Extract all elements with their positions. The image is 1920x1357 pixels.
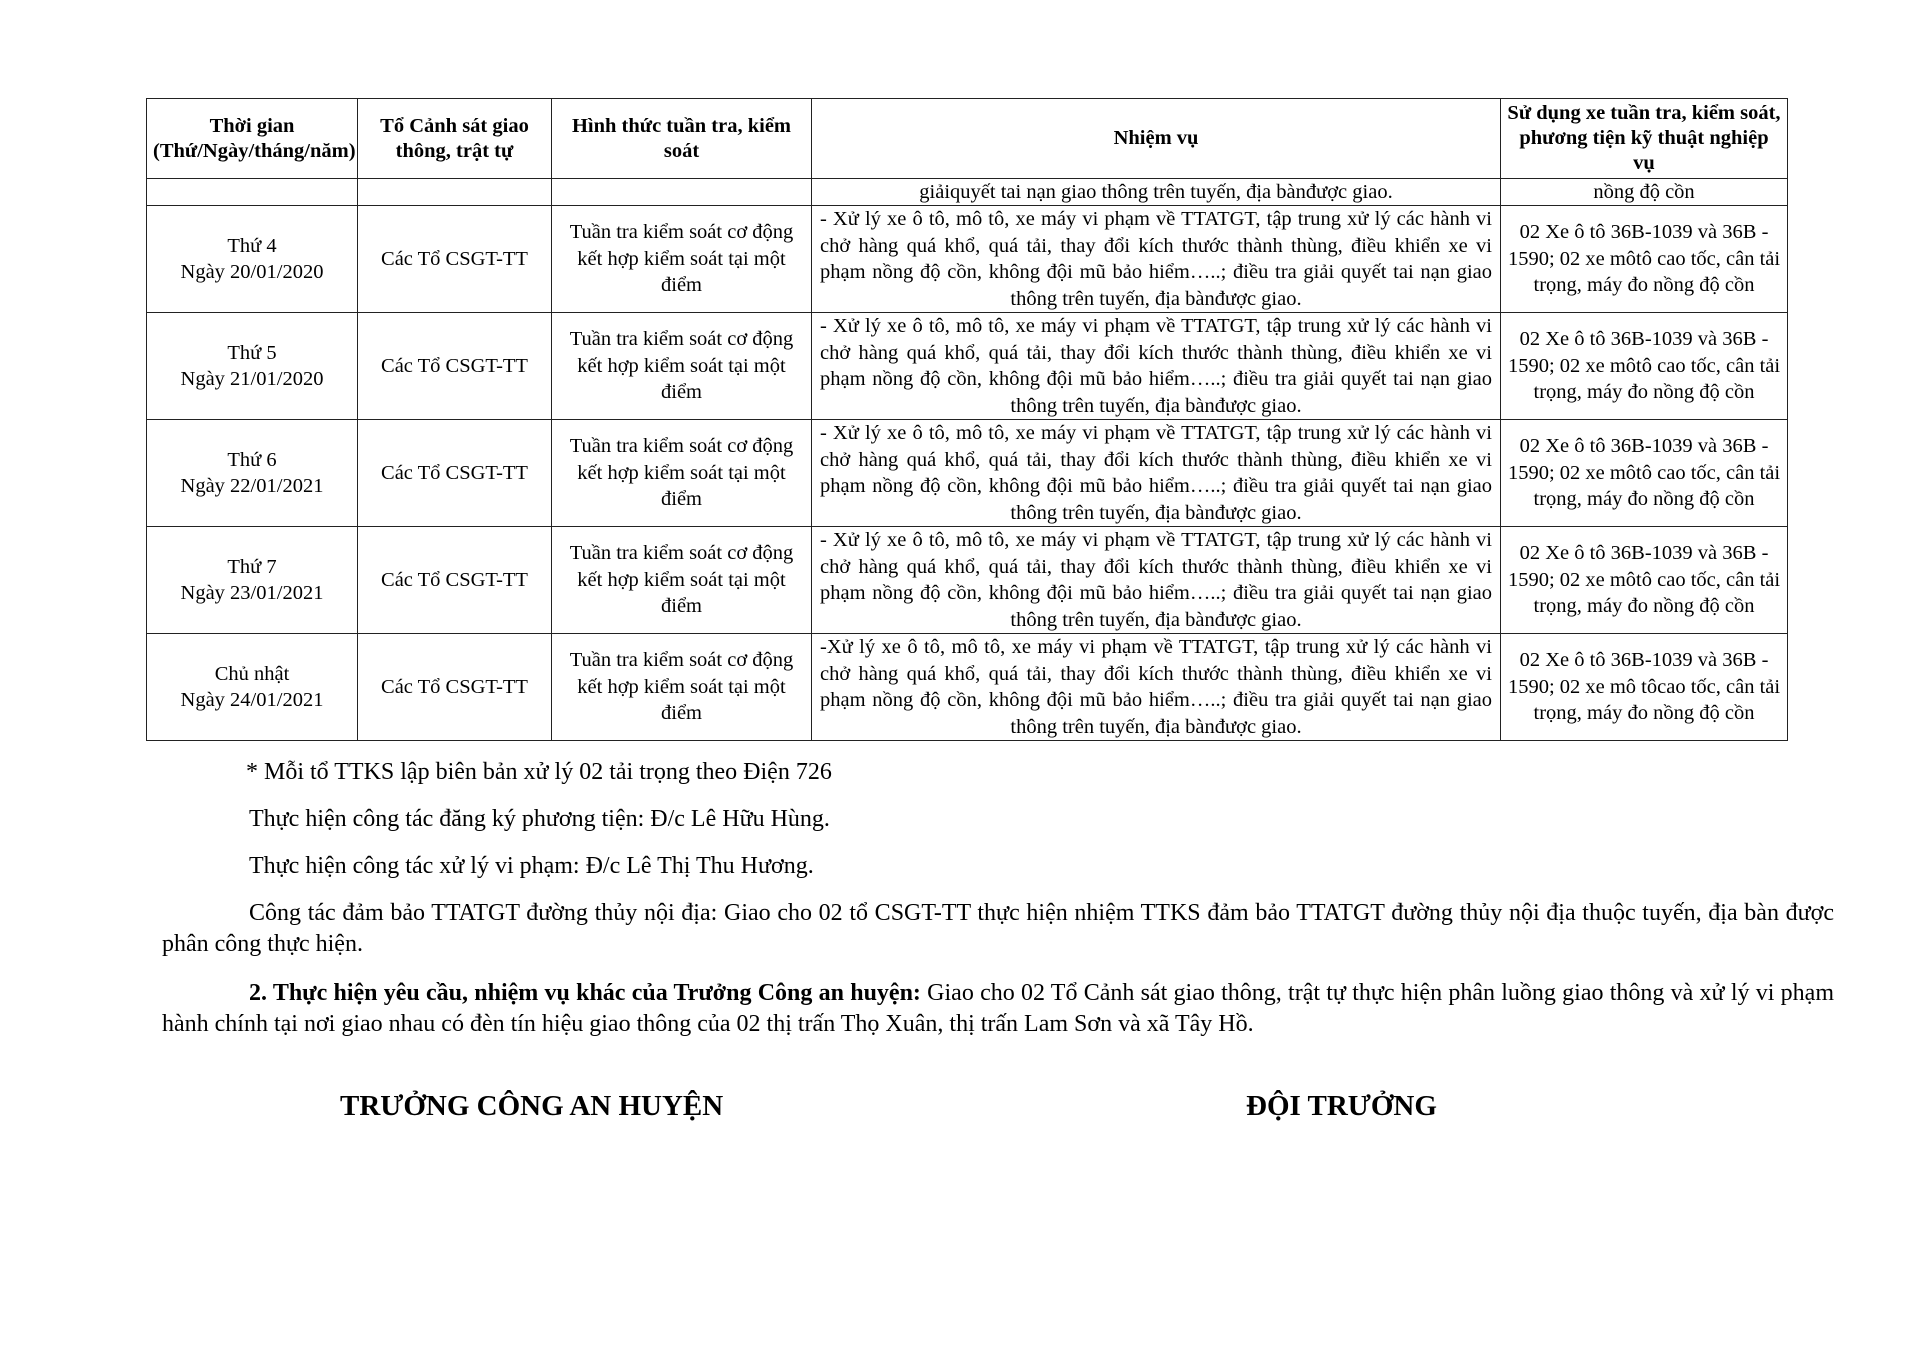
cell-task: - Xử lý xe ô tô, mô tô, xe máy vi phạm về TTATGT, tập trung xử lý các hành vi chở hàng quá khổ, quá tải, thay đổi kích thước thành thùng, điều khiển xe vi phạm nồng độ cồn, không đội mũ bảo hiểm…..; điều tra giải quyết tai nạn giao thông trên tuyến, địa bànđược giao. bbox=[812, 313, 1501, 420]
task2-paragraph bbox=[162, 978, 1834, 1040]
cell-time bbox=[147, 527, 358, 634]
cell-form: Tuần tra kiểm soát cơ động kết hợp kiểm soát tại một điểm bbox=[552, 313, 812, 420]
header-team: Tổ Cảnh sát giao thông, trật tự bbox=[358, 99, 552, 179]
cell-task: -Xử lý xe ô tô, mô tô, xe máy vi phạm về TTATGT, tập trung xử lý các hành vi chở hàng quá khổ, quá tải, thay đổi kích thước thành thùng, điều khiển xe vi phạm nồng độ cồn, không đội mũ bảo hiểm…..; điều tra giải quyết tai nạn giao thông trên tuyến, địa bànđược giao. bbox=[812, 634, 1501, 741]
note-load-report: * Mỗi tổ TTKS lập biên bản xử lý 02 tải trọng theo Điện 726 bbox=[246, 759, 832, 785]
table-row bbox=[147, 206, 1788, 313]
cell-empty bbox=[147, 179, 358, 206]
task2-body: Giao cho 02 Tổ Cảnh sát giao thông, trật tự thực hiện phân luồng giao thông và xử lý vi phạm hành chính tại nơi giao nhau có đèn tín hiệu giao thông của 02 thị trấn Thọ Xuân, thị trấn Lam Sơn và xã Tây Hồ. bbox=[162, 980, 1834, 1037]
cell-team: Các Tổ CSGT-TT bbox=[358, 206, 552, 313]
cell-empty bbox=[552, 179, 812, 206]
header-time: Thời gian (Thứ/Ngày/tháng/năm) bbox=[147, 99, 358, 179]
table-row-continuation bbox=[147, 179, 1788, 206]
signature-police-chief: TRƯỞNG CÔNG AN HUYỆN bbox=[340, 1090, 724, 1122]
cell-time bbox=[147, 313, 358, 420]
cell-empty bbox=[358, 179, 552, 206]
table-header-row bbox=[147, 99, 1788, 179]
cell-task: giảiquyết tai nạn giao thông trên tuyến, địa bànđược giao. bbox=[812, 179, 1501, 206]
day-label: Chủ nhật bbox=[214, 662, 290, 685]
cell-time bbox=[147, 206, 358, 313]
patrol-schedule-table bbox=[146, 98, 1788, 741]
day-label: Thứ 5 bbox=[227, 341, 277, 364]
date-label: Ngày 20/01/2020 bbox=[180, 261, 324, 283]
cell-vehicles: 02 Xe ô tô 36B-1039 và 36B - 1590; 02 xe môtô cao tốc, cân tải trọng, máy đo nồng độ cồn bbox=[1501, 313, 1788, 420]
day-label: Thứ 7 bbox=[227, 555, 277, 578]
date-label: Ngày 22/01/2021 bbox=[180, 475, 324, 497]
header-task: Nhiệm vụ bbox=[812, 99, 1501, 179]
cell-vehicles: 02 Xe ô tô 36B-1039 và 36B - 1590; 02 xe môtô cao tốc, cân tải trọng, máy đo nồng độ cồn bbox=[1501, 420, 1788, 527]
cell-task: - Xử lý xe ô tô, mô tô, xe máy vi phạm về TTATGT, tập trung xử lý các hành vi chở hàng quá khổ, quá tải, thay đổi kích thước thành thùng, điều khiển xe vi phạm nồng độ cồn, không đội mũ bảo hiểm…..; điều tra giải quyết tai nạn giao thông trên tuyến, địa bànđược giao. bbox=[812, 206, 1501, 313]
cell-team: Các Tổ CSGT-TT bbox=[358, 527, 552, 634]
cell-vehicles: 02 Xe ô tô 36B-1039 và 36B - 1590; 02 xe môtô cao tốc, cân tải trọng, máy đo nồng độ cồn bbox=[1501, 527, 1788, 634]
table-row bbox=[147, 634, 1788, 741]
cell-time bbox=[147, 420, 358, 527]
cell-vehicles: 02 Xe ô tô 36B-1039 và 36B - 1590; 02 xe mô tôcao tốc, cân tải trọng, máy đo nồng độ cồn bbox=[1501, 634, 1788, 741]
day-label: Thứ 6 bbox=[227, 448, 277, 471]
signature-team-leader: ĐỘI TRƯỞNG bbox=[1246, 1090, 1437, 1122]
table-row bbox=[147, 420, 1788, 527]
date-label: Ngày 24/01/2021 bbox=[180, 689, 324, 711]
cell-time bbox=[147, 634, 358, 741]
note-vehicle-registration: Thực hiện công tác đăng ký phương tiện: Đ/c Lê Hữu Hùng. bbox=[249, 806, 830, 832]
cell-form: Tuần tra kiểm soát cơ động kết hợp kiểm soát tại một điểm bbox=[552, 527, 812, 634]
cell-task: - Xử lý xe ô tô, mô tô, xe máy vi phạm về TTATGT, tập trung xử lý các hành vi chở hàng quá khổ, quá tải, thay đổi kích thước thành thùng, điều khiển xe vi phạm nồng độ cồn, không đội mũ bảo hiểm…..; điều tra giải quyết tai nạn giao thông trên tuyến, địa bànđược giao. bbox=[812, 527, 1501, 634]
cell-team: Các Tổ CSGT-TT bbox=[358, 420, 552, 527]
cell-form: Tuần tra kiểm soát cơ động kết hợp kiểm soát tại một điểm bbox=[552, 634, 812, 741]
notes-section bbox=[162, 757, 1834, 1056]
cell-team: Các Tổ CSGT-TT bbox=[358, 313, 552, 420]
date-label: Ngày 21/01/2020 bbox=[180, 368, 324, 390]
header-form: Hình thức tuần tra, kiểm soát bbox=[552, 99, 812, 179]
note-violation-handling: Thực hiện công tác xử lý vi phạm: Đ/c Lê Thị Thu Hương. bbox=[249, 853, 814, 879]
cell-vehicles: nồng độ cồn bbox=[1501, 179, 1788, 206]
task2-heading: 2. Thực hiện yêu cầu, nhiệm vụ khác của Trưởng Công an huyện: bbox=[249, 980, 921, 1006]
header-vehicles: Sử dụng xe tuần tra, kiểm soát, phương tiện kỹ thuật nghiệp vụ bbox=[1501, 99, 1788, 179]
cell-task: - Xử lý xe ô tô, mô tô, xe máy vi phạm về TTATGT, tập trung xử lý các hành vi chở hàng quá khổ, quá tải, thay đổi kích thước thành thùng, điều khiển xe vi phạm nồng độ cồn, không đội mũ bảo hiểm…..; điều tra giải quyết tai nạn giao thông trên tuyến, địa bànđược giao. bbox=[812, 420, 1501, 527]
table-row bbox=[147, 527, 1788, 634]
cell-form: Tuần tra kiểm soát cơ động kết hợp kiểm soát tại một điểm bbox=[552, 420, 812, 527]
cell-form: Tuần tra kiểm soát cơ động kết hợp kiểm soát tại một điểm bbox=[552, 206, 812, 313]
table-row bbox=[147, 313, 1788, 420]
day-label: Thứ 4 bbox=[227, 234, 277, 257]
note-waterway-safety: Công tác đảm bảo TTATGT đường thủy nội địa: Giao cho 02 tổ CSGT-TT thực hiện nhiệm TTKS đảm bảo TTATGT đường thủy nội địa thuộc tuyến, địa bàn được phân công thực hiện. bbox=[162, 900, 1834, 957]
cell-team: Các Tổ CSGT-TT bbox=[358, 634, 552, 741]
cell-vehicles: 02 Xe ô tô 36B-1039 và 36B - 1590; 02 xe môtô cao tốc, cân tải trọng, máy đo nồng độ cồn bbox=[1501, 206, 1788, 313]
date-label: Ngày 23/01/2021 bbox=[180, 582, 324, 604]
